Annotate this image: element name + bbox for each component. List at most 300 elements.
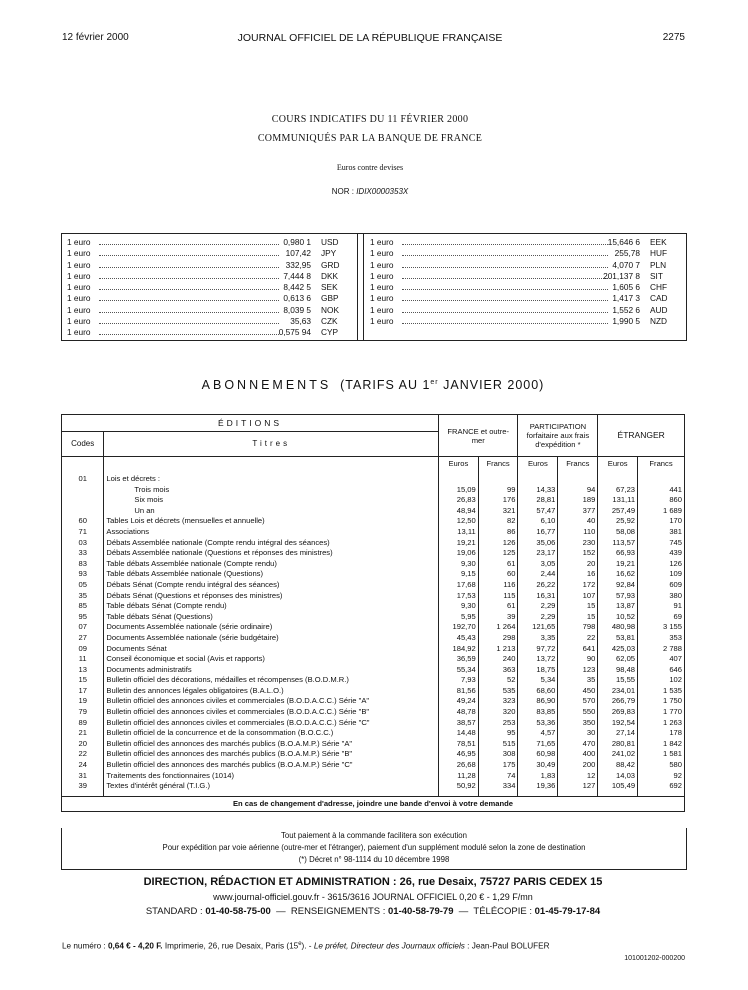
edition-title: Bulletin officiel de la concurrence et de la consommation (B.O.C.C.) xyxy=(104,728,439,739)
numero-price: 0,64 € - 4,20 F. xyxy=(107,941,163,951)
rate-row xyxy=(67,248,349,259)
participation-francs-cell: 90 xyxy=(558,654,598,665)
participation-francs-cell: 470 xyxy=(558,739,598,750)
standard-number: 01-40-58-75-00 xyxy=(205,906,271,917)
etranger-francs-cell: 69 xyxy=(638,612,685,623)
payment-note-2: Pour expédition par voie aérienne (outre-mer et l'étranger), paiement d'un supplément modulé selon la zone de destination xyxy=(162,843,586,852)
participation-euros-cell: 71,65 xyxy=(518,739,558,750)
etranger-francs-cell: 92 xyxy=(638,771,685,782)
participation-francs-cell: 570 xyxy=(558,696,598,707)
france-francs-cell: 515 xyxy=(478,739,518,750)
rate-currency: CHF xyxy=(650,282,668,293)
rate-leader-dots xyxy=(99,278,279,279)
rate-value: 7,444 8 xyxy=(283,270,311,281)
standard-label: STANDARD : xyxy=(145,906,206,917)
etranger-euros-cell: 10,52 xyxy=(598,612,638,623)
etranger-francs-cell: 1 689 xyxy=(638,506,685,517)
codes-subheader xyxy=(62,457,104,472)
table-row xyxy=(62,538,685,549)
participation-euros-cell: 2,44 xyxy=(518,569,558,580)
payment-note-1: Tout paiement à la commande facilitera son exécution xyxy=(281,831,467,840)
rate-row xyxy=(370,237,678,248)
participation-francs-cell: 200 xyxy=(558,760,598,771)
participation-euros-cell: 86,90 xyxy=(518,696,558,707)
rate-currency: SEK xyxy=(321,282,338,293)
participation-francs-cell xyxy=(558,471,598,485)
etranger-francs-cell: 380 xyxy=(638,591,685,602)
france-francs-cell: 95 xyxy=(478,728,518,739)
france-francs-cell: 253 xyxy=(478,718,518,729)
edition-title: Bulletin officiel des annonces des marchés publics (B.O.A.M.P.) Série "C" xyxy=(104,760,439,771)
france-euros-cell: 19,06 xyxy=(439,548,479,559)
etranger-euros-cell: 19,21 xyxy=(598,559,638,570)
france-euros-cell: 12,50 xyxy=(439,516,479,527)
rate-currency: SIT xyxy=(650,270,663,281)
table-row xyxy=(62,771,685,782)
participation-euros-cell: 68,60 xyxy=(518,686,558,697)
edition-title: Bulletin officiel des annonces des marchés publics (B.O.A.M.P.) Série "A" xyxy=(104,739,439,750)
rate-label: 1 euro xyxy=(67,327,91,338)
edition-title: Textes d'intérêt général (T.I.G.) xyxy=(104,781,439,792)
edition-title: Lois et décrets : xyxy=(104,471,439,485)
edition-title: Un an xyxy=(104,506,439,517)
participation-francs-cell: 12 xyxy=(558,771,598,782)
table-row xyxy=(62,644,685,655)
france-francs-cell: 125 xyxy=(478,548,518,559)
france-francs-header: Francs xyxy=(478,457,518,472)
edition-code: 05 xyxy=(78,579,87,589)
edition-code: 79 xyxy=(78,707,87,717)
rate-label: 1 euro xyxy=(370,248,394,259)
edition-code: 01 xyxy=(78,474,87,483)
edition-title: Bulletin des annonces légales obligatoires (B.A.L.O.) xyxy=(104,686,439,697)
participation-euros-cell: 53,36 xyxy=(518,718,558,729)
edition-title: Table débats Assemblée nationale (Compte rendu) xyxy=(104,559,439,570)
etranger-francs-cell: 381 xyxy=(638,527,685,538)
rate-currency: HUF xyxy=(650,248,668,259)
rate-currency: EEK xyxy=(650,237,667,247)
table-row xyxy=(62,718,685,729)
etranger-francs-cell: 109 xyxy=(638,569,685,580)
participation-francs-header: Francs xyxy=(558,457,598,472)
rate-label: 1 euro xyxy=(67,304,91,315)
rate-value: 15,646 6 xyxy=(607,237,640,247)
participation-francs-cell: 40 xyxy=(558,516,598,527)
etranger-francs-cell: 1 581 xyxy=(638,749,685,760)
france-euros-cell: 19,21 xyxy=(439,538,479,549)
table-row xyxy=(62,527,685,538)
edition-title: Débats Sénat (Compte rendu intégral des séances) xyxy=(104,580,439,591)
france-euros-header: Euros xyxy=(439,457,479,472)
etranger-euros-cell: 25,92 xyxy=(598,516,638,527)
nor-label: NOR : xyxy=(331,187,354,196)
edition-title: Bulletin officiel des annonces civiles et commerciales (B.O.D.A.C.C.) Série "C" xyxy=(104,718,439,729)
etranger-euros-cell: 241,02 xyxy=(598,749,638,760)
etranger-euros-cell: 66,93 xyxy=(598,548,638,559)
etranger-euros-cell: 192,54 xyxy=(598,718,638,729)
etranger-francs-cell: 2 788 xyxy=(638,644,685,655)
etranger-francs-cell: 407 xyxy=(638,654,685,665)
france-francs-cell: 298 xyxy=(478,633,518,644)
france-francs-cell: 323 xyxy=(478,696,518,707)
rate-leader-dots xyxy=(99,289,279,290)
france-francs-cell: 39 xyxy=(478,612,518,623)
etranger-francs-cell: 178 xyxy=(638,728,685,739)
website-line: www.journal-officiel.gouv.fr - 3615/3616 JOURNAL OFFICIEL 0,20 € - 1,29 F/mn xyxy=(213,892,533,902)
france-francs-cell: 126 xyxy=(478,538,518,549)
etranger-francs-cell: 646 xyxy=(638,665,685,676)
edition-code: 07 xyxy=(78,622,87,632)
table-row xyxy=(62,569,685,580)
separator: — xyxy=(458,906,469,917)
prefet-title: Le préfet, Directeur des Journaux officiels xyxy=(313,941,465,951)
rate-value: 1,605 6 xyxy=(612,282,640,293)
rate-currency: NOK xyxy=(321,304,339,315)
rates-caption: Euros contre devises xyxy=(336,163,404,172)
france-euros-cell: 55,34 xyxy=(439,665,479,676)
rate-row xyxy=(370,282,678,293)
etranger-francs-cell: 1 842 xyxy=(638,739,685,750)
separator: — xyxy=(276,906,286,917)
imprimerie-text: Imprimerie, 26, rue Desaix, Paris (15 xyxy=(162,941,299,951)
etranger-euros-cell: 88,42 xyxy=(598,760,638,771)
participation-francs-cell: 20 xyxy=(558,559,598,570)
participation-euros-cell: 97,72 xyxy=(518,644,558,655)
rate-currency: GRD xyxy=(321,259,340,270)
edition-code: 13 xyxy=(78,664,87,674)
edition-code: 24 xyxy=(78,760,87,770)
etranger-euros-cell: 257,49 xyxy=(598,506,638,517)
rate-row xyxy=(370,271,678,282)
edition-title: Débats Sénat (Questions et réponses des ministres) xyxy=(104,591,439,602)
rate-leader-dots xyxy=(99,255,279,256)
edition-code: 22 xyxy=(78,749,87,759)
france-francs-cell: 175 xyxy=(478,760,518,771)
rate-leader-dots xyxy=(402,323,608,324)
etranger-euros-cell: 269,83 xyxy=(598,707,638,718)
france-francs-cell: 308 xyxy=(478,749,518,760)
rate-value: 201,137 8 xyxy=(603,270,640,281)
codes-header: Codes xyxy=(71,438,95,448)
header-page-number: 2275 xyxy=(662,32,685,43)
edition-title: Table débats Assemblée nationale (Questions) xyxy=(104,569,439,580)
participation-francs-cell: 127 xyxy=(558,781,598,792)
rate-leader-dots xyxy=(402,255,608,256)
france-euros-cell: 192,70 xyxy=(439,622,479,633)
edition-code: 83 xyxy=(78,558,87,568)
participation-euros-cell xyxy=(518,471,558,485)
france-francs-cell xyxy=(478,471,518,485)
participation-euros-cell: 57,47 xyxy=(518,506,558,517)
france-euros-cell: 14,48 xyxy=(439,728,479,739)
rate-label: 1 euro xyxy=(370,259,394,270)
direction-address: DIRECTION, RÉDACTION ET ADMINISTRATION : 26, rue Desaix, 75727 PARIS CEDEX 15 xyxy=(143,876,603,888)
edition-title: Tables Lois et décrets (mensuelles et annuelle) xyxy=(104,516,439,527)
nor-value: IDIX0000353X xyxy=(356,187,409,196)
rate-label: 1 euro xyxy=(370,293,394,304)
france-euros-cell: 50,92 xyxy=(439,781,479,792)
france-euros-cell: 78,51 xyxy=(439,739,479,750)
participation-euros-cell: 26,22 xyxy=(518,580,558,591)
table-row xyxy=(62,707,685,718)
participation-francs-cell: 16 xyxy=(558,569,598,580)
participation-euros-cell: 23,17 xyxy=(518,548,558,559)
france-euros-cell: 7,93 xyxy=(439,675,479,686)
france-francs-cell: 82 xyxy=(478,516,518,527)
participation-euros-cell: 35,06 xyxy=(518,538,558,549)
france-euros-cell: 11,28 xyxy=(439,771,479,782)
etranger-francs-cell: 126 xyxy=(638,559,685,570)
participation-euros-cell: 83,85 xyxy=(518,707,558,718)
header-date: 12 février 2000 xyxy=(62,32,129,43)
participation-header: PARTICIPATION forfaitaire aux frais d'expédition * xyxy=(518,415,598,457)
telecopie-label: TÉLÉCOPIE : xyxy=(473,906,535,917)
participation-francs-cell: 798 xyxy=(558,622,598,633)
participation-francs-cell: 400 xyxy=(558,749,598,760)
france-francs-cell: 52 xyxy=(478,675,518,686)
rate-currency: CZK xyxy=(321,316,338,327)
table-row xyxy=(62,675,685,686)
rate-leader-dots xyxy=(99,244,279,245)
contact-line xyxy=(61,906,685,917)
edition-title: Bulletin officiel des annonces des marchés publics (B.O.A.M.P.) Série "B" xyxy=(104,749,439,760)
rate-currency: CAD xyxy=(650,293,668,304)
participation-euros-cell: 28,81 xyxy=(518,495,558,506)
rate-row xyxy=(370,293,678,304)
rate-label: 1 euro xyxy=(67,293,91,304)
edition-code: 19 xyxy=(78,696,87,706)
rate-row xyxy=(370,316,678,327)
france-francs-cell: 115 xyxy=(478,591,518,602)
etranger-euros-cell: 113,57 xyxy=(598,538,638,549)
france-euros-cell: 9,30 xyxy=(439,601,479,612)
edition-code: 27 xyxy=(78,632,87,642)
edition-code: 17 xyxy=(78,685,87,695)
etranger-francs-cell: 860 xyxy=(638,495,685,506)
rates-column-separator xyxy=(357,234,364,340)
participation-euros-cell: 2,29 xyxy=(518,612,558,623)
prefet-name: : Jean-Paul BOLUFER xyxy=(464,941,550,951)
rate-row xyxy=(67,282,349,293)
edition-code xyxy=(62,506,104,517)
edition-title: Bulletin officiel des annonces civiles et commerciales (B.O.D.A.C.C.) Série "A" xyxy=(104,696,439,707)
france-euros-cell: 26,83 xyxy=(439,495,479,506)
edition-code: 09 xyxy=(78,643,87,653)
rate-label: 1 euro xyxy=(370,270,394,281)
france-francs-cell: 1 264 xyxy=(478,622,518,633)
rate-leader-dots xyxy=(99,334,279,335)
etranger-euros-cell: 58,08 xyxy=(598,527,638,538)
participation-euros-cell: 6,10 xyxy=(518,516,558,527)
rate-row xyxy=(370,305,678,316)
france-euros-cell: 48,94 xyxy=(439,506,479,517)
participation-euros-cell: 5,34 xyxy=(518,675,558,686)
etranger-francs-cell: 3 155 xyxy=(638,622,685,633)
etranger-francs-cell: 609 xyxy=(638,580,685,591)
edition-code: 33 xyxy=(78,548,87,558)
participation-francs-cell: 30 xyxy=(558,728,598,739)
etranger-header: ÉTRANGER xyxy=(598,415,685,457)
document-code: 101001202-000200 xyxy=(624,955,685,962)
etranger-euros-cell: 67,23 xyxy=(598,485,638,496)
price-line xyxy=(62,941,550,951)
participation-euros-cell: 121,65 xyxy=(518,622,558,633)
participation-francs-cell: 15 xyxy=(558,601,598,612)
etranger-euros-cell: 98,48 xyxy=(598,665,638,676)
participation-euros-cell: 3,05 xyxy=(518,559,558,570)
rate-currency: DKK xyxy=(321,270,339,281)
rate-leader-dots xyxy=(99,312,279,313)
table-row xyxy=(62,739,685,750)
edition-code: 35 xyxy=(78,590,87,600)
etranger-euros-cell: 53,81 xyxy=(598,633,638,644)
france-francs-cell: 74 xyxy=(478,771,518,782)
participation-francs-cell: 172 xyxy=(558,580,598,591)
table-row xyxy=(62,686,685,697)
participation-francs-cell: 230 xyxy=(558,538,598,549)
edition-title: Associations xyxy=(104,527,439,538)
etranger-francs-cell: 439 xyxy=(638,548,685,559)
etranger-euros-cell: 14,03 xyxy=(598,771,638,782)
etranger-euros-cell: 15,55 xyxy=(598,675,638,686)
table-row xyxy=(62,516,685,527)
rate-currency: PLN xyxy=(650,259,667,270)
france-euros-cell: 36,59 xyxy=(439,654,479,665)
etranger-euros-cell: 266,79 xyxy=(598,696,638,707)
rate-value: 1,990 5 xyxy=(612,316,640,327)
subs-title-main: ABONNEMENTS xyxy=(201,378,332,392)
participation-francs-cell: 450 xyxy=(558,686,598,697)
rate-row xyxy=(67,260,349,271)
rate-row xyxy=(67,271,349,282)
etranger-euros-cell: 57,93 xyxy=(598,591,638,602)
renseignements-number: 01-40-58-79-79 xyxy=(388,906,454,917)
participation-euros-cell: 4,57 xyxy=(518,728,558,739)
participation-euros-cell: 2,29 xyxy=(518,601,558,612)
rate-label: 1 euro xyxy=(67,248,91,259)
france-francs-cell: 320 xyxy=(478,707,518,718)
participation-francs-cell: 94 xyxy=(558,485,598,496)
participation-francs-cell: 189 xyxy=(558,495,598,506)
france-euros-cell: 17,53 xyxy=(439,591,479,602)
rate-label: 1 euro xyxy=(370,282,394,293)
rate-value: 0,613 6 xyxy=(283,293,311,304)
rate-row xyxy=(67,327,349,338)
edition-title: Six mois xyxy=(104,495,439,506)
rate-currency: NZD xyxy=(650,316,668,327)
edition-code: 11 xyxy=(78,654,87,664)
edition-code: 85 xyxy=(78,601,87,611)
france-euros-cell: 5,95 xyxy=(439,612,479,623)
rate-label: 1 euro xyxy=(67,259,91,270)
etranger-euros-cell: 13,87 xyxy=(598,601,638,612)
etranger-euros-header: Euros xyxy=(598,457,638,472)
edition-title: Bulletin officiel des annonces civiles et commerciales (B.O.D.A.C.C.) Série "B" xyxy=(104,707,439,718)
table-row xyxy=(62,548,685,559)
table-row xyxy=(62,760,685,771)
participation-francs-cell: 152 xyxy=(558,548,598,559)
edition-title: Bulletin officiel des décorations, médailles et récompenses (B.O.D.M.R.) xyxy=(104,675,439,686)
participation-francs-cell: 22 xyxy=(558,633,598,644)
france-francs-cell: 321 xyxy=(478,506,518,517)
france-euros-cell: 45,43 xyxy=(439,633,479,644)
participation-euros-cell: 18,75 xyxy=(518,665,558,676)
france-euros-cell: 184,92 xyxy=(439,644,479,655)
rate-value: 8,039 5 xyxy=(283,304,311,315)
rate-label: 1 euro xyxy=(67,237,91,247)
etranger-euros-cell: 92,84 xyxy=(598,580,638,591)
etranger-euros-cell: 16,62 xyxy=(598,569,638,580)
edition-code: 89 xyxy=(78,717,87,727)
table-row xyxy=(62,612,685,623)
etranger-francs-cell: 745 xyxy=(638,538,685,549)
imprimerie-end: ). - xyxy=(301,941,314,951)
table-row xyxy=(62,665,685,676)
participation-euros-cell: 16,31 xyxy=(518,591,558,602)
telecopie-number: 01-45-79-17-84 xyxy=(534,906,601,917)
etranger-francs-cell: 170 xyxy=(638,516,685,527)
edition-title: Documents Assemblée nationale (série budgétaire) xyxy=(104,633,439,644)
table-row xyxy=(62,654,685,665)
etranger-euros-cell: 480,98 xyxy=(598,622,638,633)
participation-euros-cell: 60,98 xyxy=(518,749,558,760)
rate-currency: JPY xyxy=(321,248,337,259)
etranger-francs-cell: 692 xyxy=(638,781,685,792)
edition-title: Débats Assemblée nationale (Compte rendu intégral des séances) xyxy=(104,538,439,549)
table-row xyxy=(62,495,685,506)
participation-francs-cell: 15 xyxy=(558,612,598,623)
rate-label: 1 euro xyxy=(67,270,91,281)
rate-value: 332,95 xyxy=(285,259,311,270)
france-euros-cell: 46,95 xyxy=(439,749,479,760)
participation-francs-cell: 350 xyxy=(558,718,598,729)
participation-euros-header: Euros xyxy=(518,457,558,472)
table-row xyxy=(62,696,685,707)
france-francs-cell: 1 213 xyxy=(478,644,518,655)
change-address-notice: En cas de changement d'adresse, joindre une bande d'envoi à votre demande xyxy=(62,796,685,811)
rate-label: 1 euro xyxy=(370,316,394,327)
rate-row xyxy=(67,237,349,248)
subscriptions-body xyxy=(62,471,685,796)
edition-title: Documents Assemblée nationale (série ordinaire) xyxy=(104,622,439,633)
france-francs-cell: 363 xyxy=(478,665,518,676)
edition-title: Conseil économique et social (Avis et rapports) xyxy=(104,654,439,665)
rate-label: 1 euro xyxy=(370,304,394,315)
rate-value: 4,070 7 xyxy=(612,259,640,270)
rate-label: 1 euro xyxy=(370,237,394,247)
etranger-euros-cell: 62,05 xyxy=(598,654,638,665)
table-row xyxy=(62,471,685,485)
rate-value: 35,63 xyxy=(290,316,311,327)
rate-leader-dots xyxy=(99,300,279,301)
rate-leader-dots xyxy=(402,244,608,245)
header-journal-title: JOURNAL OFFICIEL DE LA RÉPUBLIQUE FRANÇAISE xyxy=(237,32,503,44)
rate-label: 1 euro xyxy=(67,282,91,293)
france-francs-cell: 61 xyxy=(478,559,518,570)
table-row xyxy=(62,622,685,633)
subs-title-paren-close: JANVIER 2000) xyxy=(438,378,545,392)
etranger-euros-cell: 105,49 xyxy=(598,781,638,792)
numero-label: Le numéro : xyxy=(62,941,108,951)
participation-euros-cell: 16,77 xyxy=(518,527,558,538)
edition-code: 20 xyxy=(78,738,87,748)
rates-table xyxy=(61,233,687,341)
etranger-francs-cell: 102 xyxy=(638,675,685,686)
france-francs-cell: 60 xyxy=(478,569,518,580)
rate-value: 8,442 5 xyxy=(283,282,311,293)
rate-leader-dots xyxy=(402,289,608,290)
payment-notes xyxy=(61,828,687,870)
